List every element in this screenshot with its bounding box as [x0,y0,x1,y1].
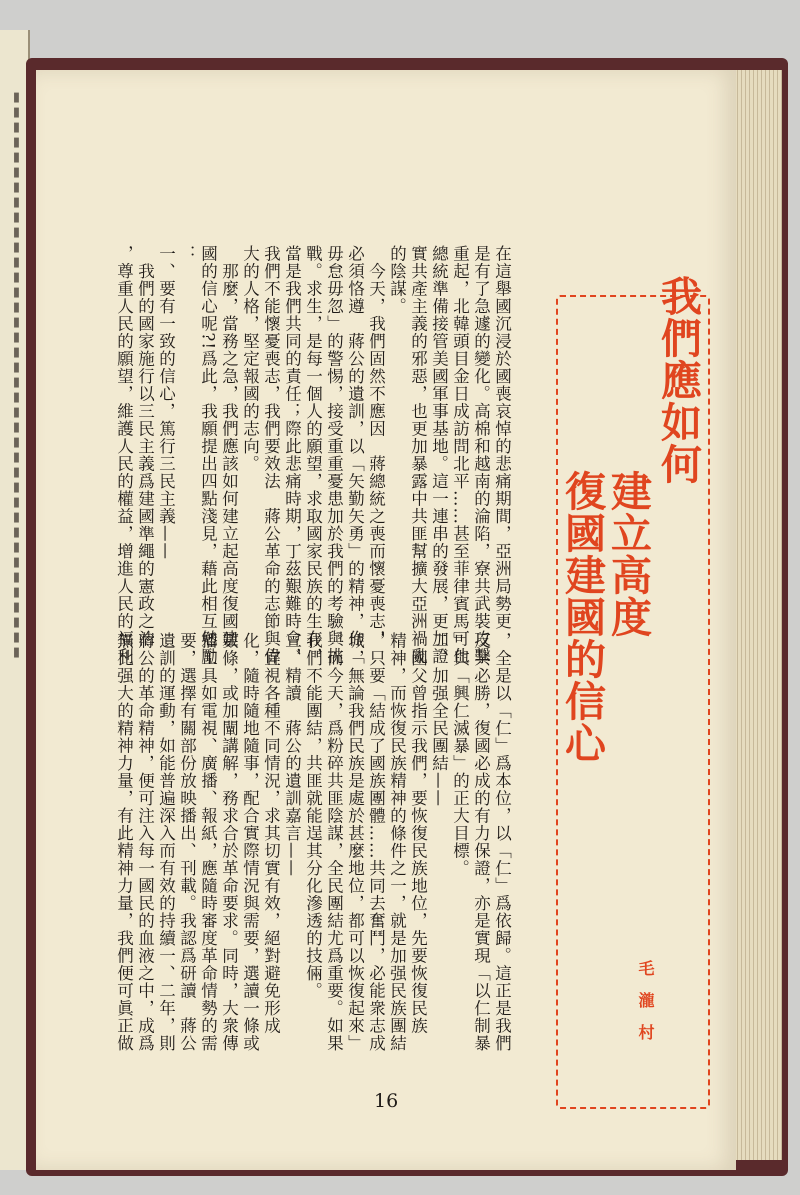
book-page [36,70,736,1170]
body-column: 。而今天，爲粉碎共匪陰謀，全民團結尤爲重要。如果 [324,632,344,1052]
title-line-1: 我們應如何 [654,275,702,485]
body-column: 在這舉國沉浸於國喪哀悼的悲痛期間，亞洲局勢更 [492,245,512,630]
body-column: ，尊重人民的願望，維護人民的權益，增進人民的福利 [114,245,134,665]
previous-page-bleed-text: ▮▮▮▮▮▮▮▮▮▮▮▮▮▮▮▮▮▮▮▮▮▮▮▮▮▮▮▮▮▮▮▮▮▮▮▮▮▮ [9,90,24,660]
body-column: 我們不能懷憂喪志，我們要效法 蔣公革命的志節與偉 [261,245,281,665]
body-column: 必須恪遵 蔣公的遺訓，以「矢勤矢勇」的精神，作「 [345,245,365,665]
body-column: 我們的國家施行以三民主義爲建國準繩的憲政之治 [135,245,155,648]
body-column: 我們不能團結，共匪就能逞其分化滲透的技倆。 [303,632,323,1000]
body-column: 毋怠毋忽」的警惕，接受重重憂患加於我們的考驗與挑 [324,245,344,665]
body-column: 國的信心呢?!爲此，我願提出四點淺見，藉此相互勉勵 [198,245,218,665]
body-column: 實共產主義的邪惡，也更加暴露中共匪幫擴大亞洲禍亂 [408,245,428,665]
body-column: 」與「興仁滅暴」的正大目標。 [450,632,470,877]
body-column: 宜視各種不同情況，求其切實有效，絕對避免形成 [261,632,281,1035]
body-column: 遺訓的運動，如能普遍深入而有效的持續一、二年，則 [156,632,176,1052]
body-column: ，只要「結成了國族團體……共同去奮鬥，必能衆志成 [366,632,386,1052]
page-number: 16 [374,1090,399,1112]
body-column: 無比强大的精神力量，有此精神力量，我們便可眞正做 [114,632,134,1052]
title-line-2: 建立高度 [604,470,652,638]
section-2-heading: 二、加强全民團結—— [429,632,449,807]
body-column: 那麼，當務之急，我們應該如何建立起高度復國建 [219,245,239,648]
body-column: 今天，我們固然不應因 蔣總統之喪而懷憂喪志， [366,245,386,648]
body-column: 戰。求生，是每一個人的願望，求取國家民族的生存， [303,245,323,665]
body-column: 大的人格，堅定報國的志向。 [240,245,260,473]
body-column: ： [177,245,197,263]
body-column: 化，隨時隨地隨事，配合實際情況與需要，選讀一條或 [240,632,260,1052]
body-column: 播工具如電視、廣播、報紙，應隨時審度革命情勢的需 [198,632,218,1052]
body-column: 要，選擇有關部份放映播出、刊載。我認爲研讀 蔣公 [177,632,197,1052]
body-column: 蔣公的革命精神，便可注入每一國民的血液之中，成爲 [135,632,155,1052]
body-column: 國父曾指示我們，要恢復民族地位，先要恢復民族 [408,632,428,1035]
section-1-heading: 一、要有一致的信心，篤行三民主義—— [156,245,176,560]
body-column: 反共必勝，復國必成的有力保證，亦是實現「以仁制暴 [471,632,491,1052]
body-column: 精神，而恢復民族精神的條件之一，就是加强民族團結 [387,632,407,1052]
page-stack-edges [730,70,782,1160]
section-3-heading: 三、精讀 蔣公的遺訓嘉言—— [282,632,302,877]
body-column: ，全是以「仁」爲本位，以「仁」爲依歸。這正是我們 [492,632,512,1052]
body-column: 當是我們共同的責任；際此悲痛時期，丁茲艱難時會， [282,245,302,665]
body-column: 城，無論我們民族是處於甚麼地位，都可以恢復起來」 [345,632,365,1052]
body-column: 數條，或加闡講解，務求合於革命要求。同時，大衆傳 [219,632,239,1052]
title-line-3: 復國建國的信心 [558,470,606,764]
body-column: 的陰謀。 [387,245,407,315]
body-column: 是有了急遽的變化。高棉和越南的淪陷，寮共武裝攻擊 [471,245,491,665]
author-name: 毛瀧村 [636,960,655,1056]
body-column: 總統準備接管美國軍事基地。這一連串的發展，更加證 [429,245,449,665]
body-column: 重起，北韓頭目金日成訪問北平……甚至菲律賓馬可仕 [450,245,470,665]
